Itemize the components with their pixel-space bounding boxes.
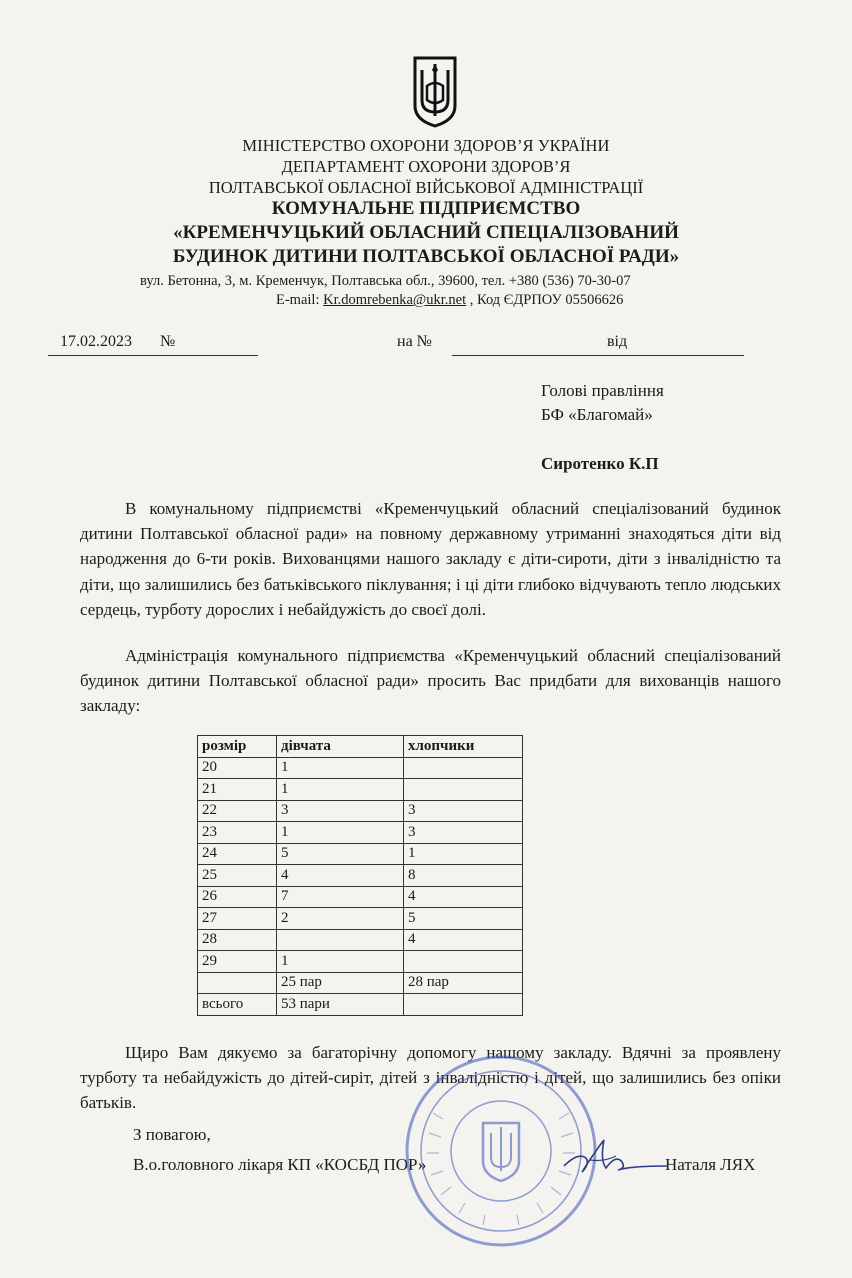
outgoing-date: 17.02.2023 xyxy=(60,333,132,350)
table-row xyxy=(198,822,523,844)
table-cell-boys xyxy=(404,757,523,779)
table-cell-girls: 4 xyxy=(277,865,404,887)
table-header-row xyxy=(198,736,523,758)
table-cell-boys: 3 xyxy=(404,800,523,822)
table-cell-boys xyxy=(404,994,523,1016)
table-cell-size xyxy=(198,972,277,994)
table-cell-girls: 1 xyxy=(277,822,404,844)
header-department: ДЕПАРТАМЕНТ ОХОРОНИ ЗДОРОВ’Я xyxy=(281,157,571,176)
header-org-type: КОМУНАЛЬНЕ ПІДПРИЄМСТВО xyxy=(271,198,581,219)
table-row xyxy=(198,886,523,908)
email-label: E-mail: xyxy=(276,292,320,308)
table-cell-girls: 1 xyxy=(277,757,404,779)
table-cell-boys: 3 xyxy=(404,822,523,844)
addressee-name: Сиротенко К.П xyxy=(541,454,659,473)
table-row xyxy=(198,779,523,801)
table-cell-size: 21 xyxy=(198,779,277,801)
table-header-boys: хлопчики xyxy=(404,736,523,758)
table-cell-boys: 8 xyxy=(404,865,523,887)
table-row xyxy=(198,929,523,951)
table-cell-boys: 4 xyxy=(404,929,523,951)
table-cell-size: 26 xyxy=(198,886,277,908)
table-cell-girls: 2 xyxy=(277,908,404,930)
table-row xyxy=(198,800,523,822)
header-contacts xyxy=(276,292,623,309)
table-row xyxy=(198,757,523,779)
reply-from-label: від xyxy=(607,333,628,350)
email-link[interactable]: Kr.domrebenka@ukr.net xyxy=(323,292,467,308)
table-row xyxy=(198,865,523,887)
body-paragraph-1: В комунальному підприємстві «Кременчуцький обласний спеціалізований будинок дитини Полтавської обласної ради» на повному державному утриманні знаходяться діти від народження до 6-ти років. Вихованцями нашого закладу є діти-сироти, діти з інвалідністю та діти, що залишились без батьківського піклування; і ці діти глибоко відчувають тепло людських сердець, турботу дорослих і небайдужість до своєї долі. xyxy=(80,499,781,619)
table-row xyxy=(198,908,523,930)
outgoing-underline xyxy=(48,355,258,356)
table-cell-size: 22 xyxy=(198,800,277,822)
table-cell-size: 29 xyxy=(198,951,277,973)
table-cell-girls: 1 xyxy=(277,779,404,801)
table-cell-size: 23 xyxy=(198,822,277,844)
trident-emblem-icon xyxy=(413,56,457,128)
body-paragraph-2: Адміністрація комунального підприємства «Кременчуцький обласний спеціалізований будинок дитини Полтавської обласної ради» просить Вас придбати для вихованців нашого закладу: xyxy=(80,646,781,716)
header-ministry: МІНІСТЕРСТВО ОХОРОНИ ЗДОРОВ’Я УКРАЇНИ xyxy=(242,136,610,155)
table-cell-size: всього xyxy=(198,994,277,1016)
table-cell-girls: 25 пар xyxy=(277,972,404,994)
table-row xyxy=(198,972,523,994)
table-cell-girls: 53 пари xyxy=(277,994,404,1016)
table-cell-boys: 28 пар xyxy=(404,972,523,994)
table-cell-size: 27 xyxy=(198,908,277,930)
table-cell-size: 20 xyxy=(198,757,277,779)
table-cell-girls: 5 xyxy=(277,843,404,865)
edrpou-code: , Код ЄДРПОУ 05506626 xyxy=(469,292,624,308)
table-header-size: розмір xyxy=(198,736,277,758)
table-cell-boys: 1 xyxy=(404,843,523,865)
table-cell-girls: 3 xyxy=(277,800,404,822)
table-cell-boys xyxy=(404,779,523,801)
table-cell-boys: 5 xyxy=(404,908,523,930)
reply-number-label: на № xyxy=(397,333,432,350)
table-cell-girls: 7 xyxy=(277,886,404,908)
outgoing-number-label: № xyxy=(160,333,176,350)
header-address: вул. Бетонна, 3, м. Кременчук, Полтавська обл., 39600, тел. +380 (536) 70-30-07 xyxy=(140,273,631,289)
header-org-name-line2: БУДИНОК ДИТИНИ ПОЛТАВСЬКОЇ ОБЛАСНОЇ РАДИ» xyxy=(172,246,680,267)
body-paragraph-3: Щиро Вам дякуємо за багаторічну допомогу нашому закладу. Вдячні за проявлену турботу та небайдужість до дітей-сиріт, дітей з інвалідністю і дітей, що залишились без опіки батьків. xyxy=(80,1043,781,1113)
addressee-organization: БФ «Благомай» xyxy=(541,405,653,424)
table-cell-size: 28 xyxy=(198,929,277,951)
table-row xyxy=(198,951,523,973)
table-cell-boys xyxy=(404,951,523,973)
reply-underline xyxy=(452,355,744,356)
table-cell-boys: 4 xyxy=(404,886,523,908)
table-cell-size: 25 xyxy=(198,865,277,887)
table-row xyxy=(198,843,523,865)
signer-name: Наталя ЛЯХ xyxy=(665,1155,756,1174)
table-header-girls: дівчата xyxy=(277,736,404,758)
sizes-table xyxy=(197,735,523,1016)
table-cell-size: 24 xyxy=(198,843,277,865)
table-row xyxy=(198,994,523,1016)
signer-title: В.о.головного лікаря КП «КОСБД ПОР» xyxy=(133,1155,427,1174)
handwritten-signature-icon xyxy=(560,1132,670,1182)
addressee-position: Голові правління xyxy=(541,381,664,400)
table-cell-girls: 1 xyxy=(277,951,404,973)
closing-regards: З повагою, xyxy=(133,1125,211,1144)
table-cell-girls xyxy=(277,929,404,951)
header-administration: ПОЛТАВСЬКОЇ ОБЛАСНОЇ ВІЙСЬКОВОЇ АДМІНІСТРАЦІЇ xyxy=(208,178,644,197)
header-org-name-line1: «КРЕМЕНЧУЦЬКИЙ ОБЛАСНИЙ СПЕЦІАЛІЗОВАНИЙ xyxy=(173,222,679,243)
